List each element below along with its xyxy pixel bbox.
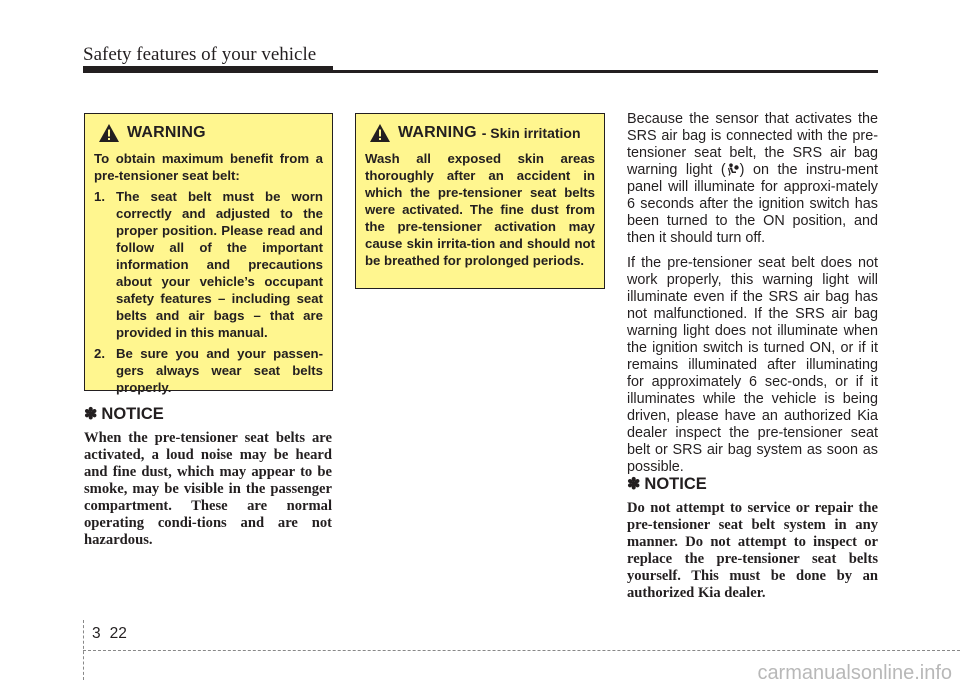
warning-header xyxy=(94,122,323,144)
notice-title: NOTICE xyxy=(644,474,707,493)
warning-text: Wash all exposed skin areas thoroughly after an accident in which the pre-tensioner seat belts were activated. The fine dust from the pre-tensioner activation may cause skin irrita-tion and should not be breathed for prolonged periods. xyxy=(365,151,595,268)
notice-heading xyxy=(627,474,707,494)
warning-intro: To obtain maximum benefit from a pre-tensioner seat belt: xyxy=(94,151,323,183)
warning-header xyxy=(365,122,595,144)
notice-heading xyxy=(84,404,164,424)
paragraph-text: ) on the instru-ment panel will illuminate for approxi-mately 6 seconds after the ignition switch has been turned to the ON position, and then it should turn off. xyxy=(627,162,878,246)
warning-subtitle: - Skin irritation xyxy=(481,125,581,141)
header-rule xyxy=(83,70,878,73)
warning-triangle-icon xyxy=(369,123,391,143)
list-item xyxy=(94,345,323,396)
notice-star-icon: ✽ xyxy=(627,476,641,493)
airbag-warning-light-icon xyxy=(727,163,739,176)
body-column xyxy=(627,111,878,484)
chapter-number: 3 xyxy=(92,625,101,642)
watermark: carmanualsonline.info xyxy=(757,662,952,684)
page-number-value: 22 xyxy=(109,625,127,642)
list-number: 2. xyxy=(94,346,105,361)
paragraph-malfunction: If the pre-tensioner seat belt does not work properly, this warning light will illuminate even if the SRS air bag has not malfunctioned. If the SRS air bag warning light does not illuminate when the ignition switch is turned ON, or if it remains illuminated after illuminating for approximately 6 sec-onds, or if it illuminates while the vehicle is being driven, please have an authorized Kia dealer inspect the pre-tensioner seat belt or SRS air bag system as soon as possible. xyxy=(627,255,878,475)
warning-box-skin-irritation xyxy=(355,113,605,289)
notice-title: NOTICE xyxy=(101,404,164,423)
list-text: The seat belt must be worn correctly and adjusted to the proper position. Please read and follow all of the important information and precautions about your vehicle’s occupant safety features – including seat belts and air bags – that are provided in this manual. xyxy=(116,189,323,340)
notice-text: Do not attempt to service or repair the pre-tensioner seat belt system in any manner. Do not attempt to inspect or replace the pre-tensioner seat belts yourself. This must be done by an authorized Kia dealer. xyxy=(627,500,878,601)
page-number xyxy=(92,625,127,643)
paragraph-sensor xyxy=(627,111,878,247)
page-header-title: Safety features of your vehicle xyxy=(83,44,317,65)
warning-title: WARNING xyxy=(398,124,477,141)
paragraph-text: Because the sensor that activates the SRS air bag is connected with the pre-tensioner seat belt, the SRS air bag warning light ( xyxy=(627,111,878,178)
notice-text: When the pre-tensioner seat belts are activated, a loud noise may be heard and fine dust, which may appear to be smoke, may be visible in the passenger compartment. These are normal operating condi-tions and are not hazardous. xyxy=(84,430,332,548)
warning-triangle-icon xyxy=(98,123,120,143)
warning-list xyxy=(94,188,323,396)
warning-box-pretensioner xyxy=(84,113,333,395)
warning-title: WARNING xyxy=(127,124,206,141)
footer-vertical-rule xyxy=(83,620,84,680)
list-item xyxy=(94,188,323,341)
notice-star-icon: ✽ xyxy=(84,406,98,423)
list-text: Be sure you and your passen-gers always wear seat belts properly. xyxy=(116,346,323,395)
list-number: 1. xyxy=(94,189,105,204)
footer-rule xyxy=(83,650,960,651)
